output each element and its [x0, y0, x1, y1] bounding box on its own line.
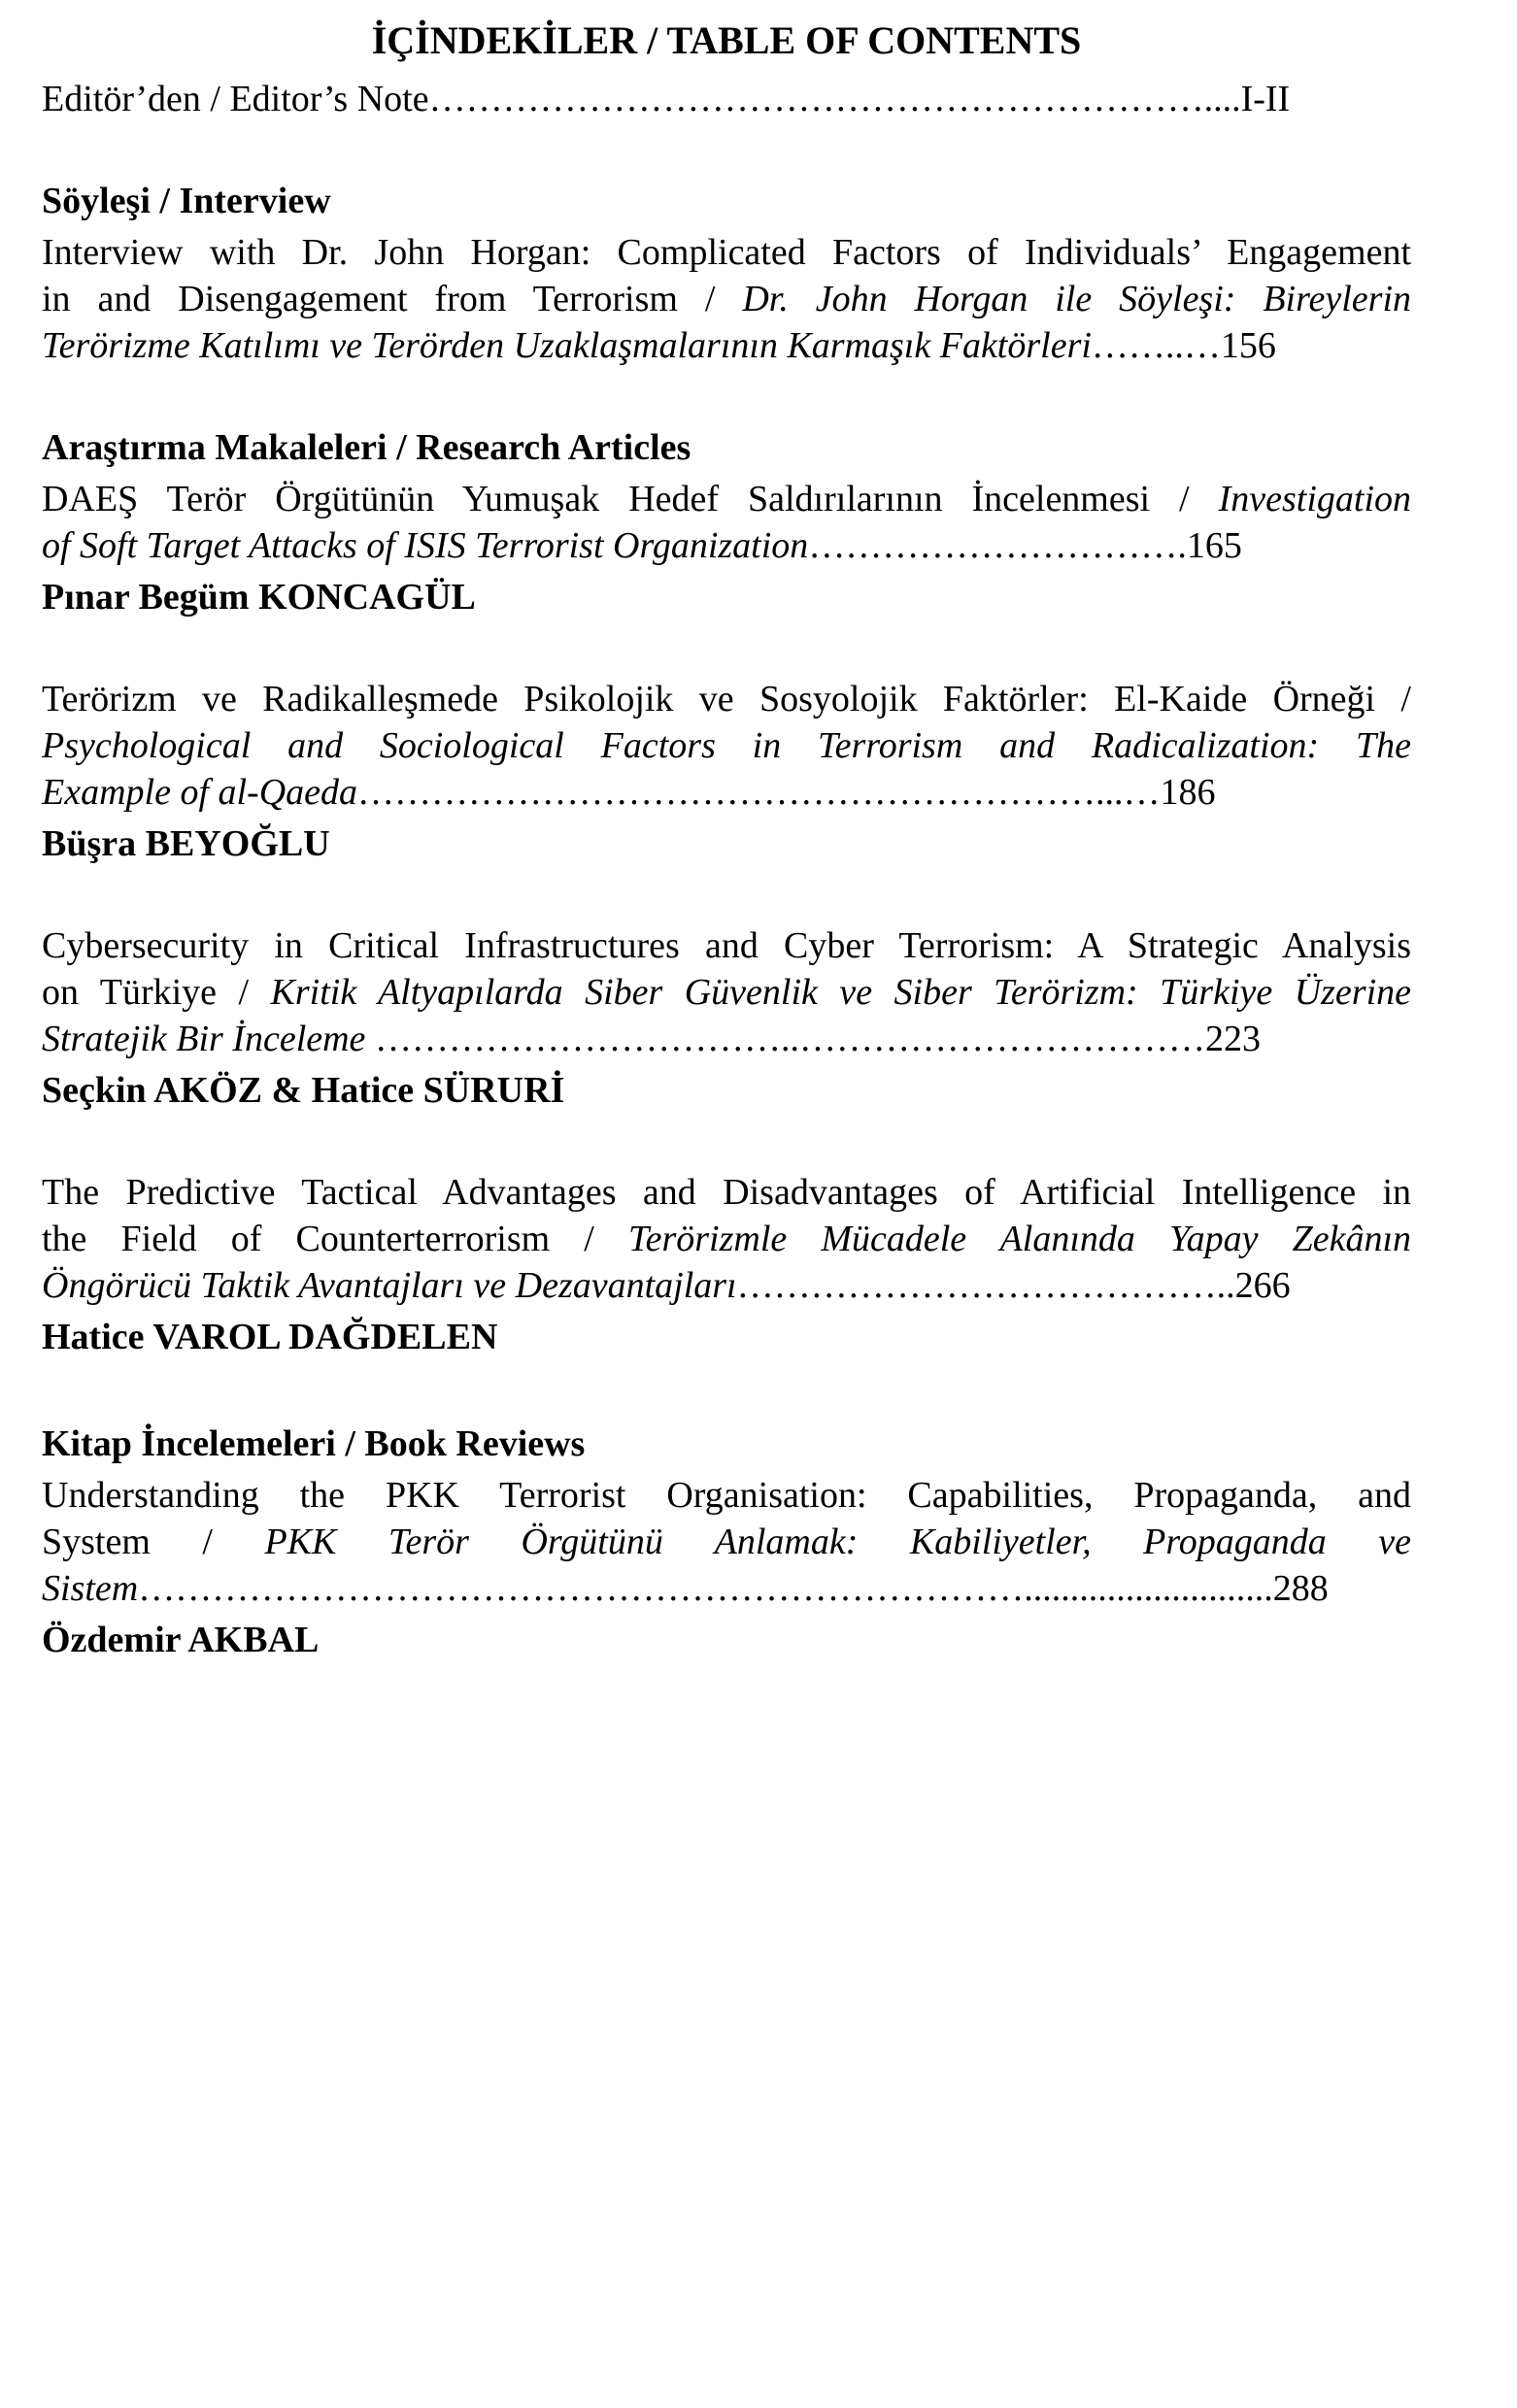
- entry-author: Hatice VAROL DAĞDELEN: [42, 1317, 498, 1357]
- entry-line: The Predictive Tactical Advantages and Disadvantages of Artificial Intelligence in: [42, 1172, 1411, 1213]
- entry-line: Example of al-Qaeda……………………………………………………...…186: [42, 772, 1216, 813]
- entry-author: Seçkin AKÖZ & Hatice SÜRURİ: [42, 1070, 565, 1111]
- entry-author: Pınar Begüm KONCAGÜL: [42, 577, 476, 618]
- entry-line: Öngörücü Taktik Avantajları ve Dezavantajları…………………………………..266: [42, 1265, 1291, 1306]
- entry-line: Cybersecurity in Critical Infrastructures and Cyber Terrorism: A Strategic Analysis: [42, 925, 1411, 966]
- toc-entry-review[interactable]: [42, 1472, 1411, 1668]
- section-title-reviews: Kitap İncelemeleri / Book Reviews: [42, 1423, 586, 1464]
- editor-note-label: Editör’den / Editor’s Note: [42, 79, 429, 119]
- toc-entry-interview[interactable]: [42, 229, 1411, 369]
- entry-author: Büşra BEYOĞLU: [42, 823, 330, 864]
- section-title-research: Araştırma Makaleleri / Research Articles: [42, 427, 691, 468]
- entry-line: Understanding the PKK Terrorist Organisation: Capabilities, Propaganda, and: [42, 1475, 1411, 1516]
- page-number: ………………………………………………………………...........................288: [138, 1568, 1329, 1609]
- page-number: ……………………………..……………………………223: [365, 1019, 1261, 1059]
- entry-line: Terörizme Katılımı ve Terörden Uzaklaşmalarının Karmaşık Faktörleri……..…156: [42, 325, 1276, 366]
- section-interview: [42, 173, 1411, 369]
- page-number: …………………………………..266: [736, 1265, 1291, 1306]
- section-title-interview: Söyleşi / Interview: [42, 181, 331, 221]
- entry-line: of Soft Target Attacks of ISIS Terrorist Organization………………………….165: [42, 525, 1242, 566]
- entry-line: in and Disengagement from Terrorism / Dr. John Horgan ile Söyleşi: Bireylerin: [42, 279, 1411, 319]
- editor-note-entry[interactable]: [42, 76, 1411, 122]
- entry-line: System / PKK Terör Örgütünü Anlamak: Kabiliyetler, Propaganda ve: [42, 1522, 1412, 1562]
- section-research-articles: [42, 419, 1411, 1365]
- entry-line: on Türkiye / Kritik Altyapılarda Siber Güvenlik ve Siber Terörizm: Türkiye Üzerine: [42, 972, 1411, 1013]
- entry-line: Sistem………………………………………………………………...........................288: [42, 1568, 1329, 1609]
- toc-entry-article-4[interactable]: [42, 1169, 1411, 1365]
- section-book-reviews: [42, 1416, 1411, 1668]
- table-of-contents-page: [42, 0, 1411, 2408]
- editor-note-leader: ………………………………………………………....I-II: [428, 79, 1291, 119]
- entry-line: Terörizm ve Radikalleşmede Psikolojik ve Sosyolojik Faktörler: El-Kaide Örneği /: [42, 679, 1411, 719]
- entry-line: Stratejik Bir İnceleme ……………………………..……………………………223: [42, 1019, 1261, 1059]
- entry-author: Özdemir AKBAL: [42, 1620, 320, 1660]
- page-number: ………………………….165: [808, 525, 1242, 566]
- page-title: İÇİNDEKİLER / TABLE OF CONTENTS: [371, 18, 1082, 62]
- toc-entry-article-1[interactable]: [42, 476, 1411, 625]
- page-number: ……………………………………………………...…186: [357, 772, 1216, 813]
- entry-line: Psychological and Sociological Factors in Terrorism and Radicalization: The: [42, 725, 1411, 766]
- entry-line: the Field of Counterterrorism / Terörizmle Mücadele Alanında Yapay Zekânın: [42, 1219, 1411, 1259]
- entry-line: DAEŞ Terör Örgütünün Yumuşak Hedef Saldırılarının İncelenmesi / Investigation: [42, 479, 1412, 519]
- page-number: ……..…156: [1091, 325, 1276, 366]
- toc-entry-article-2[interactable]: [42, 676, 1411, 872]
- toc-entry-article-3[interactable]: [42, 922, 1411, 1119]
- entry-line: Interview with Dr. John Horgan: Complicated Factors of Individuals’ Engagement: [42, 232, 1411, 273]
